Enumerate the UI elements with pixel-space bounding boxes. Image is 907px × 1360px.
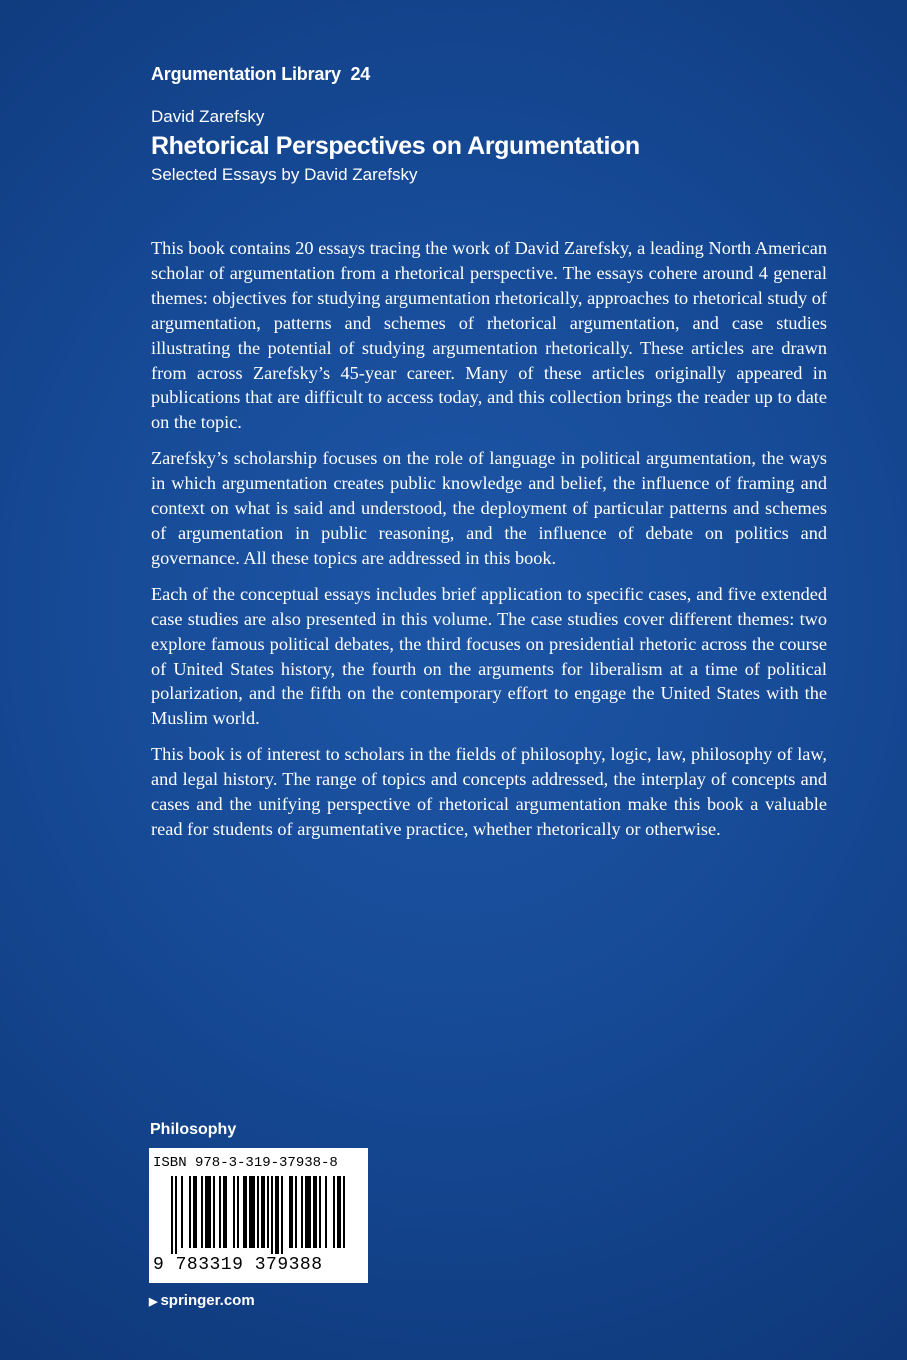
description-paragraph-3: Each of the conceptual essays includes brief application to specific cases, and five extended case studies are also presented in this volume. The case studies cover different themes: two explore famous political debates, the third focuses on presidential rhetoric across the course of United States history, the fourth on the arguments for liberalism at a time of political polarization, and the fifth on the contemporary effort to engage the United States with the Muslim world. <box>151 583 827 729</box>
subject-category: Philosophy <box>150 1121 237 1138</box>
book-subtitle: Selected Essays by David Zarefsky <box>151 165 418 184</box>
series-volume: 24 <box>350 64 371 84</box>
barcode-bar <box>171 1176 173 1254</box>
description-paragraph-4: This book is of interest to scholars in the fields of philosophy, logic, law, philosophy of law, and legal history. The range of topics and concepts addressed, the interplay of concepts and cases and the unifying perspective of rhetorical argumentation make this book a valuable read for students of argumentative practice, whether rhetorically or otherwise. <box>151 744 827 839</box>
barcode-bar <box>305 1176 311 1248</box>
barcode-bar <box>257 1176 259 1248</box>
barcode-bar <box>267 1176 269 1248</box>
publisher-website[interactable] <box>149 1292 255 1309</box>
barcode-bar <box>243 1176 247 1248</box>
barcode-bar <box>205 1176 211 1248</box>
barcode-bar <box>233 1176 235 1248</box>
barcode-bar <box>333 1176 335 1248</box>
barcode-bar <box>325 1176 327 1248</box>
series-name: Argumentation Library <box>151 64 341 84</box>
barcode-bar <box>175 1176 177 1254</box>
cover-header <box>151 64 831 185</box>
isbn-barcode <box>149 1148 368 1283</box>
author-name: David Zarefsky <box>151 107 265 126</box>
barcode-bar <box>281 1176 283 1254</box>
book-title: Rhetorical Perspectives on Argumentation <box>151 132 640 160</box>
barcode-bar <box>271 1176 273 1254</box>
barcode-bar <box>275 1176 279 1254</box>
barcode-bar <box>237 1176 239 1248</box>
barcode-bar <box>219 1176 221 1248</box>
barcode-bar <box>249 1176 255 1248</box>
description-text <box>151 236 827 853</box>
barcode-bar <box>213 1176 215 1248</box>
barcode-bar <box>261 1176 265 1248</box>
barcode-bar <box>337 1176 341 1248</box>
barcode-bar <box>181 1176 183 1248</box>
barcode-bar <box>301 1176 303 1248</box>
barcode-bar <box>193 1176 197 1248</box>
isbn-label: ISBN 978-3-319-37938-8 <box>153 1155 338 1171</box>
barcode-bar <box>223 1176 227 1248</box>
barcode-bar <box>201 1176 203 1248</box>
barcode-bar <box>343 1176 345 1248</box>
barcode-digits: 9 783319 379388 <box>153 1255 323 1275</box>
barcode-bar <box>189 1176 191 1248</box>
barcode-bar <box>319 1176 321 1248</box>
barcode-bar <box>313 1176 317 1248</box>
series-line <box>151 64 831 85</box>
barcode-bars <box>171 1176 346 1254</box>
barcode-bar <box>295 1176 297 1248</box>
arrow-icon: ▶ <box>149 1296 158 1308</box>
description-paragraph-1: This book contains 20 essays tracing the work of David Zarefsky, a leading North American scholar of argumentation from a rhetorical perspective. The essays cohere around 4 general themes: objectives for studying argumentation rhetorically, approaches to rhetorical study of argumentation, patterns and schemes of rhetorical argumentation, and case studies illustrating the potential of studying argumentation rhetorically. These articles are drawn from across Zarefsky’s 45-year career. Many of these articles originally appeared in publications that are difficult to access today, and this collection brings the reader up to date on the topic. <box>151 238 827 433</box>
barcode-bar <box>289 1176 293 1248</box>
description-paragraph-2: Zarefsky’s scholarship focuses on the role of language in political argumentation, the ways in which argumentation creates public knowledge and belief, the influence of framing and context on what is said and understood, the deployment of particular patterns and schemes of argumentation in public reasoning, and the influence of debate on politics and governance. All these topics are addressed in this book. <box>151 448 827 568</box>
website-label: springer.com <box>160 1292 255 1309</box>
